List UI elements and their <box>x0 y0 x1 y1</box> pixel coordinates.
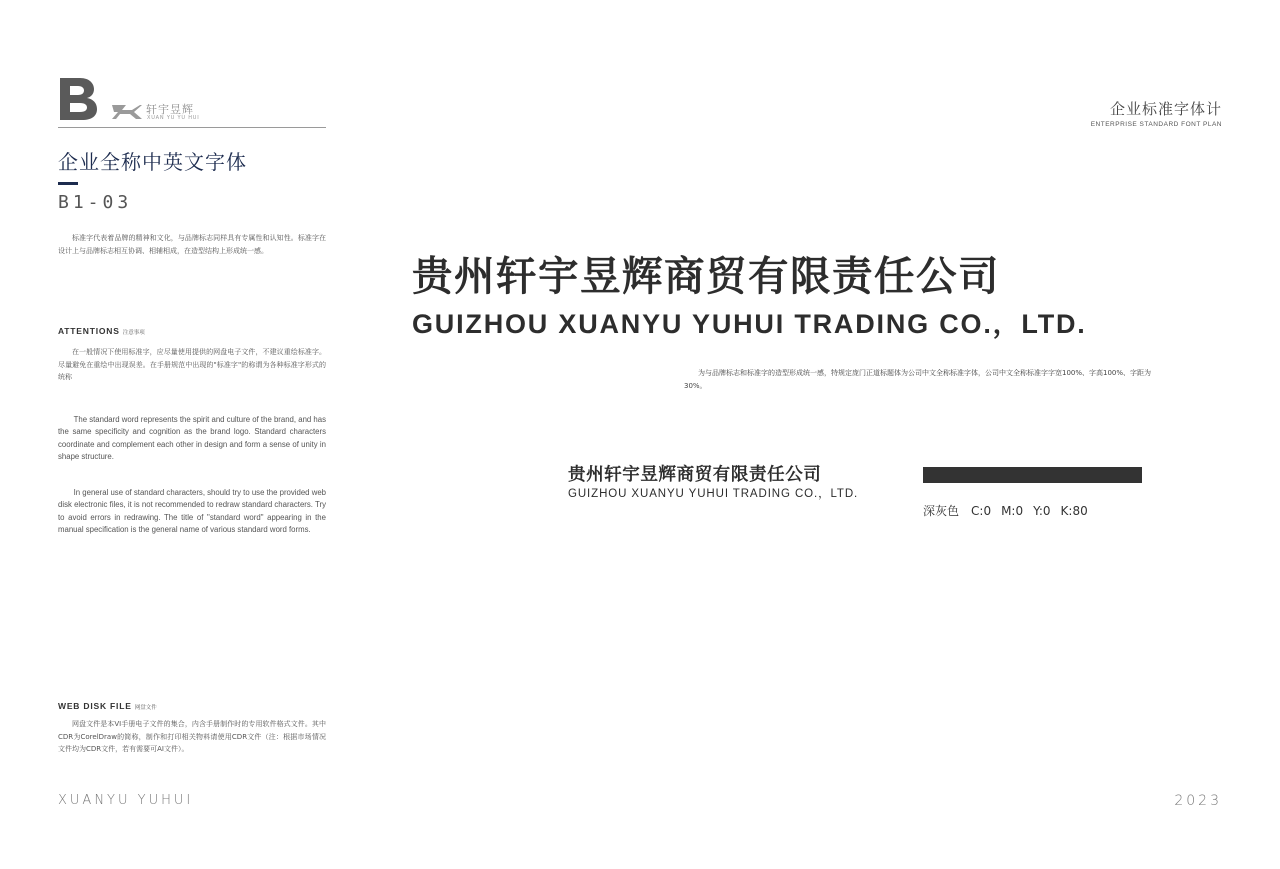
color-m-value: M:0 <box>1001 504 1024 518</box>
font-spec-description: 为与品牌标志和标准字的造型形成统一感，特规定庞门正道标题体为公司中文全称标准字体，公司中文全称标准字字宽100%、字高100%、字距为30%。 <box>684 369 1152 390</box>
title-accent-bar <box>58 182 78 185</box>
color-y-value: Y:0 <box>1033 504 1051 518</box>
page-title: 企业标准字体计 <box>1109 100 1222 118</box>
webdisk-heading <box>58 701 157 711</box>
attentions-heading <box>58 326 145 336</box>
header-divider <box>58 127 326 128</box>
brand-mark-icon <box>112 102 142 120</box>
color-swatch <box>923 467 1142 483</box>
color-c-value: C:0 <box>971 504 992 518</box>
brand-name-en: XUAN YU YU HUI <box>147 115 200 121</box>
brand-letter-b-logo <box>58 76 98 122</box>
webdisk-heading-text: WEB DISK FILE <box>58 701 132 711</box>
attentions-paragraph-en-2: In general use of standard characters, should try to use the provided web disk electronic files, it is not recommended to redraw standard characters. Try to avoid errors in redrawing. The title of "standard word" appearing in the manual specification is the general name of various standard word forms. <box>58 488 326 534</box>
company-name-en-small: GUIZHOU XUANYU YUHUI TRADING CO.，LTD. <box>568 488 859 500</box>
attentions-heading-text: ATTENTIONS <box>58 326 120 336</box>
brand-mini-logo <box>112 102 222 124</box>
company-name-en-large: GUIZHOU XUANYU YUHUI TRADING CO.，LTD. <box>412 309 1087 339</box>
webdisk-heading-sub: 网盘文件 <box>134 705 157 711</box>
company-name-cn-small: 贵州轩宇昱辉商贸有限责任公司 <box>568 465 822 485</box>
company-name-cn-large: 贵州轩宇昱辉商贸有限责任公司 <box>412 252 1000 300</box>
intro-paragraph: 标准字代表着品牌的精神和文化，与品牌标志同样具有专属性和认知性。标准字在设计上与品牌标志相互协调、相辅相成，在造型结构上形成统一感。 <box>58 234 326 255</box>
color-k-value: K:80 <box>1060 504 1088 518</box>
webdisk-paragraph: 网盘文件是本VI手册电子文件的集合，内含手册制作时的专用软件格式文件。其中CDR为CorelDraw的简称，制作和打印相关物料请使用CDR文件（注：根据市场情况文件均为CDR文件，若有需要可AI文件）。 <box>58 720 326 753</box>
page-subtitle: ENTERPRISE STANDARD FONT PLAN <box>1090 121 1222 128</box>
color-spec <box>923 502 1098 519</box>
section-title: 企业全称中英文字体 <box>58 150 247 174</box>
footer-year: 2023 <box>1174 793 1222 809</box>
brand-name-cn: 轩宇昱辉 <box>146 103 194 116</box>
footer-brand: XUANYU YUHUI <box>58 793 194 808</box>
section-code: B1-03 <box>58 192 133 213</box>
color-name: 深灰色 <box>923 504 960 518</box>
attentions-paragraph-en-1: The standard word represents the spirit and culture of the brand, and has the same specificity and cognition as the brand logo. Standard characters coordinate and complement each other in design and form a sense of unity in shape structure. <box>58 415 326 461</box>
attentions-paragraph-cn: 在一般情况下使用标准字，应尽量使用提供的网盘电子文件，不建议重绘标准字。尽量避免在重绘中出现误差。在手册规范中出现的"标准字"的称谓为各种标准字形式的统称 <box>58 348 326 381</box>
attentions-heading-sub: 注意事项 <box>122 330 145 336</box>
